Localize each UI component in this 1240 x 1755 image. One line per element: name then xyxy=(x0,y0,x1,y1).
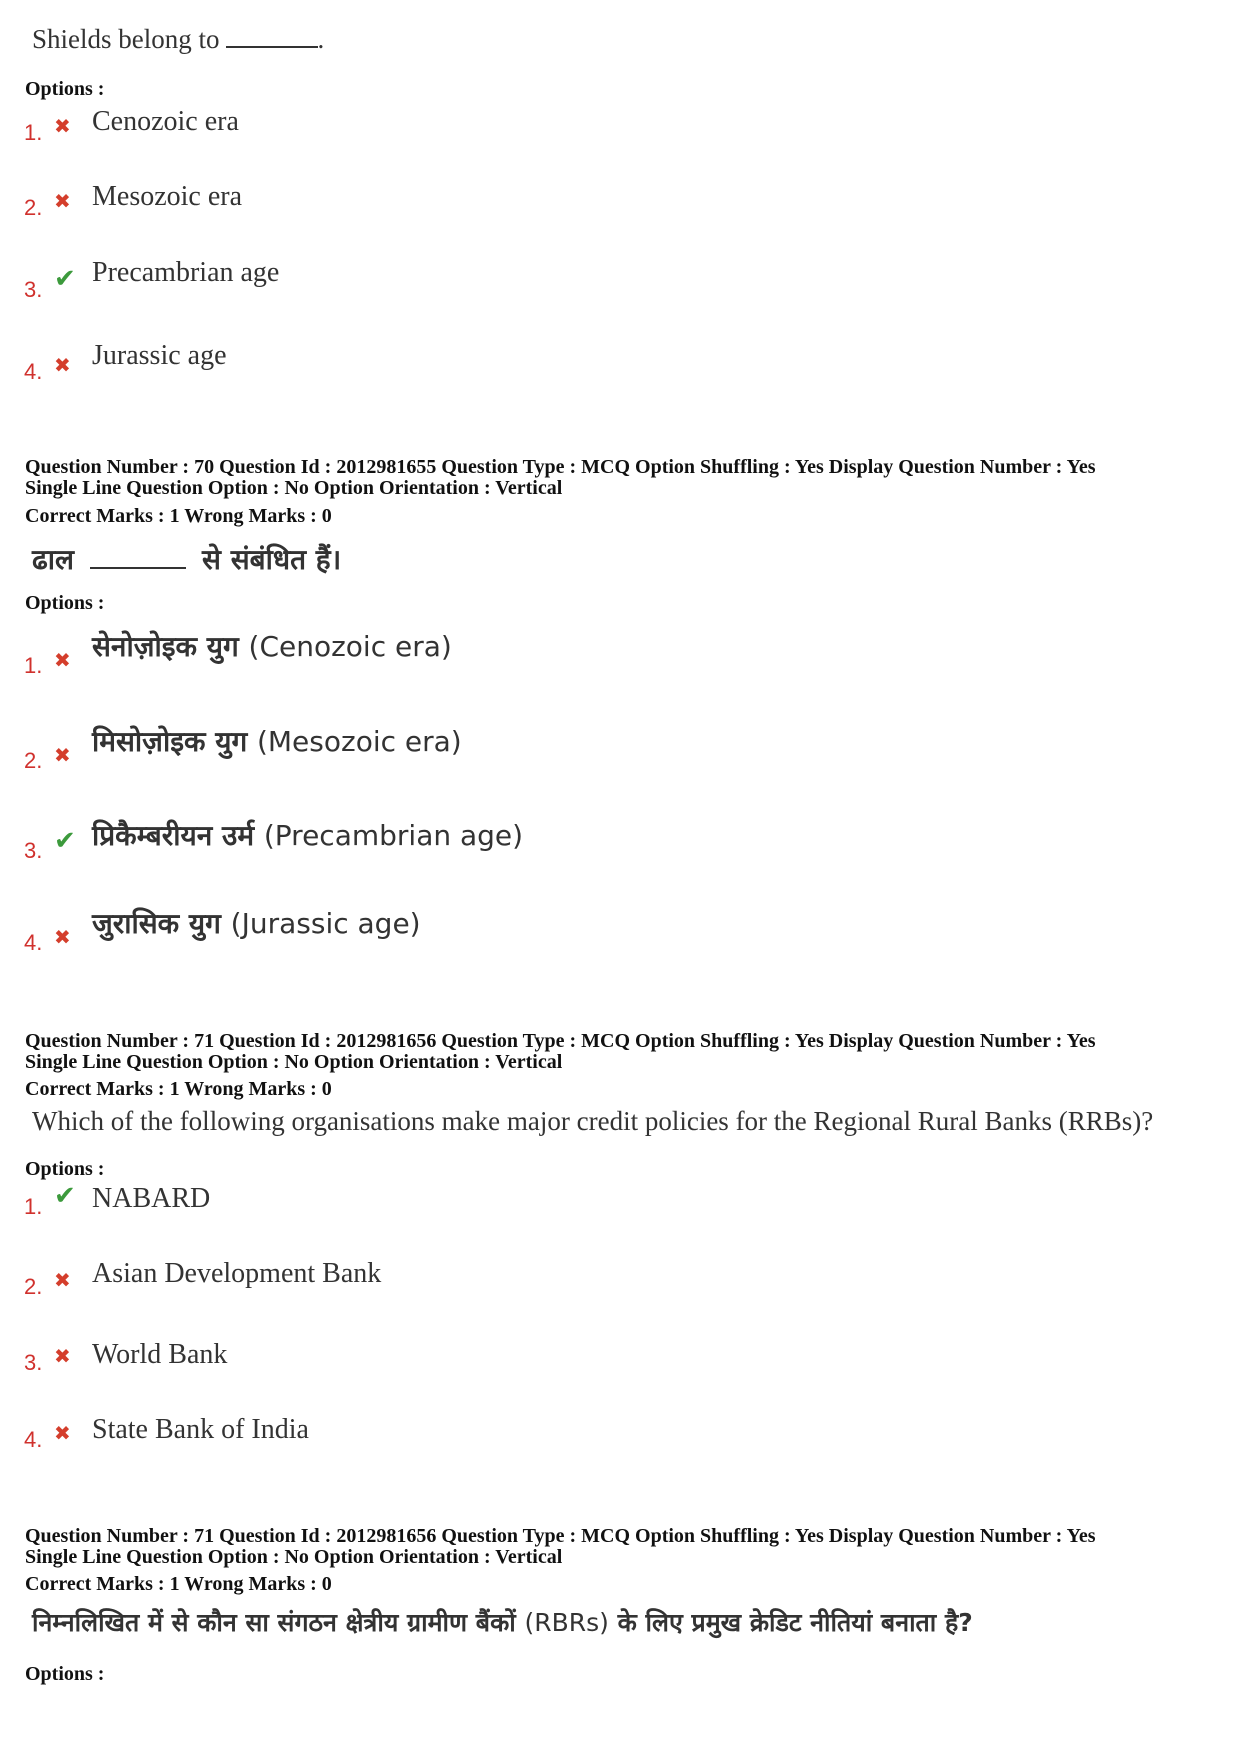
correct-check-icon: ✔ xyxy=(54,264,76,294)
option-number: 1. xyxy=(24,653,43,678)
q71-hindi-question-text: निम्नलिखित में से कौन सा संगठन क्षेत्रीय ग्रामीण बैंकों (RBRs) के लिए प्रमुख क्रेडिट नीतियां बनाता है? xyxy=(32,1608,973,1637)
wrong-mark-icon: ✖ xyxy=(54,1421,71,1445)
option-number: 2. xyxy=(24,195,43,220)
options-label: Options : xyxy=(25,1663,105,1685)
option-number: 2. xyxy=(24,748,43,773)
option-number: 3. xyxy=(24,838,43,863)
option-text: State Bank of India xyxy=(92,1414,309,1445)
wrong-mark-icon: ✖ xyxy=(54,114,71,138)
option-text: NABARD xyxy=(92,1183,211,1214)
wrong-mark-icon: ✖ xyxy=(54,189,71,213)
options-label: Options : xyxy=(25,1158,105,1180)
marks-line: Correct Marks : 1 Wrong Marks : 0 xyxy=(25,1573,332,1595)
marks-line: Correct Marks : 1 Wrong Marks : 0 xyxy=(25,1078,332,1100)
q69-question-text: Shields belong to . xyxy=(32,24,325,54)
option-text: जुरासिक युग (Jurassic age) xyxy=(92,907,421,940)
option-text: प्रिकैम्बरीयन उर्म (Precambrian age) xyxy=(92,819,524,852)
question-meta-line: Single Line Question Option : No Option Orientation : Vertical xyxy=(25,477,563,499)
option-text: मिसोज़ोइक युग (Mesozoic era) xyxy=(92,725,462,758)
question-meta-line: Single Line Question Option : No Option Orientation : Vertical xyxy=(25,1051,563,1073)
answer-blank xyxy=(90,545,186,569)
option-text: Jurassic age xyxy=(92,340,227,371)
wrong-mark-icon: ✖ xyxy=(54,925,71,949)
wrong-mark-icon: ✖ xyxy=(54,1268,71,1292)
wrong-mark-icon: ✖ xyxy=(54,1344,71,1368)
wrong-mark-icon: ✖ xyxy=(54,743,71,767)
q71-question-text: Which of the following organisations make major credit policies for the Regional Rural Banks (RRBs)? xyxy=(32,1106,1154,1136)
question-meta-line: Question Number : 70 Question Id : 2012981655 Question Type : MCQ Option Shuffling : Yes Display Question Number : Yes xyxy=(25,456,1096,478)
option-text: Precambrian age xyxy=(92,257,280,288)
option-number: 4. xyxy=(24,1427,43,1452)
option-number: 2. xyxy=(24,1274,43,1299)
wrong-mark-icon: ✖ xyxy=(54,353,71,377)
option-number: 1. xyxy=(24,120,43,145)
option-text: सेनोज़ोइक युग (Cenozoic era) xyxy=(92,630,452,663)
option-text: Mesozoic era xyxy=(92,181,243,212)
option-text: Cenozoic era xyxy=(92,106,239,137)
question-meta-line: Question Number : 71 Question Id : 2012981656 Question Type : MCQ Option Shuffling : Yes Display Question Number : Yes xyxy=(25,1525,1096,1547)
option-number: 3. xyxy=(24,277,43,302)
option-number: 4. xyxy=(24,930,43,955)
option-number: 1. xyxy=(24,1194,43,1219)
option-number: 3. xyxy=(24,1350,43,1375)
correct-check-icon: ✔ xyxy=(54,826,76,856)
q70-question-text: ढाल से संबंधित हैं। xyxy=(32,543,342,576)
option-text: World Bank xyxy=(92,1339,228,1370)
options-label: Options : xyxy=(25,78,105,100)
option-number: 4. xyxy=(24,359,43,384)
question-meta-line: Question Number : 71 Question Id : 2012981656 Question Type : MCQ Option Shuffling : Yes Display Question Number : Yes xyxy=(25,1030,1096,1052)
correct-check-icon: ✔ xyxy=(54,1181,76,1211)
marks-line: Correct Marks : 1 Wrong Marks : 0 xyxy=(25,505,332,527)
question-meta-line: Single Line Question Option : No Option Orientation : Vertical xyxy=(25,1546,563,1568)
answer-blank xyxy=(226,24,318,48)
wrong-mark-icon: ✖ xyxy=(54,648,71,672)
option-text: Asian Development Bank xyxy=(92,1258,382,1289)
options-label: Options : xyxy=(25,592,105,614)
